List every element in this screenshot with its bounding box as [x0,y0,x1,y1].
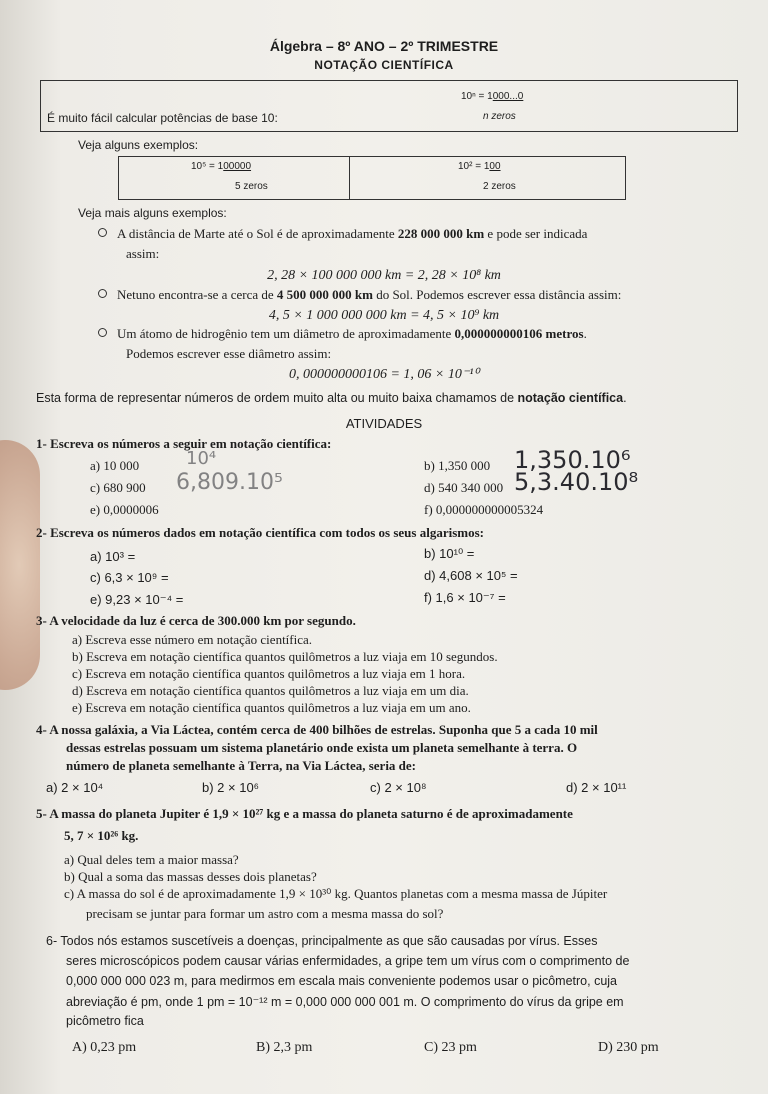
q2-c: c) 6,3 × 10⁹ = [90,570,169,585]
q6-line3: 0,000 000 000 023 m, para medirmos em escala mais conveniente podemos usar o picômetro, cuja [66,974,617,988]
example-1-formula [191,161,251,172]
q2-f: f) 1,6 × 10⁻⁷ = [424,590,506,605]
intro-formula-zeros: 000...0 [492,91,524,102]
q6-line4: abreviação é pm, onde 1 pm = 10⁻¹² m = 0,000 000 000 001 m. O comprimento do vírus da gripe em [66,995,624,1009]
atom-text-b: . [583,326,587,341]
atom-text-c: Podemos escrever esse diâmetro assim: [126,346,332,361]
more-examples-label: Veja mais alguns exemplos: [78,206,227,220]
mars-value: 228 000 000 km [397,226,485,241]
example-2-lhs: 10² = [458,161,482,172]
q4-d: d) 2 × 10¹¹ [566,780,627,795]
q3-title: 3- A velocidade da luz é cerca de 300.000 km por segundo. [36,613,356,628]
q5-c1: c) A massa do sol é de aproximadamente 1,9 × 10³⁰ kg. Quantos planetas com a mesma massa de Júpiter [64,886,608,901]
q4-b: b) 2 × 10⁶ [202,780,260,795]
q6-line2: seres microscópicos podem causar várias enfermidades, a gripe tem um vírus com o comprimento de [66,954,630,968]
q1-d-answer: 5,3.40.10⁸ [514,468,639,496]
intro-formula-caption: n zeros [483,111,516,122]
example-2-zeros: 00 [489,161,501,172]
q6-b: B) 2,3 pm [256,1040,313,1055]
example-2-formula [458,161,501,172]
q2-d: d) 4,608 × 10⁵ = [424,568,518,583]
mars-formula: 2, 28 × 100 000 000 km = 2, 28 × 10⁸ km [267,268,501,283]
mars-text-a: A distância de Marte até o Sol é de aproximadamente [117,226,398,241]
atom-value: 0,000000000106 metros [454,326,584,341]
bullet-icon [98,228,107,237]
neptune-formula: 4, 5 × 1 000 000 000 km = 4, 5 × 10⁹ km [268,308,500,323]
q1-a: a) 10 000 [90,458,140,473]
q1-b-answer: 1,350.10⁶ [514,446,631,474]
q2-b: b) 10¹⁰ = [424,546,475,561]
q2-a: a) 10³ = [90,549,136,564]
neptune-line [98,287,621,303]
example-cell-1 [119,157,350,199]
example-1-zeros: 00000 [223,161,252,172]
intro-formula-lhs: 10ⁿ = 1 [461,91,493,102]
q3-c: c) Escreva em notação científica quantos quilômetros a luz viaja em 1 hora. [72,666,466,681]
mars-text-b: e pode ser indicada [484,226,588,241]
q3-b: b) Escreva em notação científica quantos quilômetros a luz viaja em 10 segundos. [72,649,498,664]
neptune-value: 4 500 000 000 km [276,287,373,302]
examples-table [118,156,626,200]
q4-line1: 4- A nossa galáxia, a Via Láctea, contém cerca de 400 bilhões de estrelas. Suponha que 5 a cada 10 mil [36,722,598,737]
example-1-one: 1 [217,161,224,172]
q4-line2: dessas estrelas possuam um sistema planetário onde exista um planeta semelhante à terra. O [66,740,578,755]
definition-text: Esta forma de representar números de ordem muito alta ou muito baixa chamamos de [36,391,518,405]
q3-a: a) Escreva esse número em notação científica. [72,632,313,647]
atom-line [98,326,587,342]
q6-d: D) 230 pm [598,1040,659,1055]
neptune-text-a: Netuno encontra-se a cerca de [117,287,277,302]
example-1-caption: 5 zeros [235,181,268,192]
q6-c: C) 23 pm [424,1040,477,1055]
q4-c: c) 2 × 10⁸ [370,780,427,795]
q3-d: d) Escreva em notação científica quantos quilômetros a luz viaja em um dia. [72,683,469,698]
page-title: Álgebra – 8º ANO – 2º TRIMESTRE [269,38,499,54]
example-2-caption: 2 zeros [483,181,516,192]
q6-a: A) 0,23 pm [72,1040,137,1055]
q5-a: a) Qual deles tem a maior massa? [64,852,239,867]
examples-label: Veja alguns exemplos: [78,138,199,152]
example-2-one: 1 [483,161,490,172]
q5-line2: 5, 7 × 10²⁶ kg. [64,828,139,843]
mars-text-c: assim: [126,246,160,261]
q1-c: c) 680 900 [90,480,146,495]
activities-title: ATIVIDADES [345,416,423,431]
q6-line1: 6- Todos nós estamos suscetíveis a doenças, principalmente as que são causadas por vírus. Esses [46,934,598,948]
q1-title: 1- Escreva os números a seguir em notação científica: [36,436,332,451]
q3-e: e) Escreva em notação científica quantos quilômetros a luz viaja em um ano. [72,700,471,715]
bullet-icon [98,289,107,298]
q5-b: b) Qual a soma das massas desses dois planetas? [64,869,317,884]
q5-line1: 5- A massa do planeta Jupiter é 1,9 × 10²⁷ kg e a massa do planeta saturno é de aproximadamente [36,806,573,821]
bullet-icon [98,328,107,337]
definition-line [36,391,627,405]
q1-c-answer: 6,809.10⁵ [176,470,283,495]
atom-text-a: Um átomo de hidrogênio tem um diâmetro de aproximadamente [117,326,455,341]
definition-end: . [623,391,627,405]
q4-a: a) 2 × 10⁴ [46,780,104,795]
q6-line5: picômetro fica [66,1014,144,1028]
q1-a-answer: 10⁴ [186,448,217,469]
example-1-lhs: 10⁵ = [191,161,215,172]
q1-b: b) 1,350 000 [424,458,491,473]
page-subtitle: NOTAÇÃO CIENTÍFICA [314,58,454,72]
neptune-text-b: do Sol. Podemos escrever essa distância assim: [372,287,622,302]
q2-title: 2- Escreva os números dados em notação científica com todos os seus algarismos: [36,525,484,540]
q1-e: e) 0,0000006 [90,502,159,517]
intro-formula [461,91,523,102]
intro-box [40,80,738,132]
intro-text: É muito fácil calcular potências de base 10: [47,111,278,125]
example-cell-2 [350,157,625,199]
thumb-shadow [0,440,40,690]
q1-f: f) 0,000000000005324 [424,502,544,517]
q1-d: d) 540 340 000 [424,480,504,495]
definition-term: notação científica [517,391,624,405]
q2-e: e) 9,23 × 10⁻⁴ = [90,592,184,607]
q5-c2: precisam se juntar para formar um astro com a mesma massa do sol? [86,906,444,921]
mars-line [98,226,587,242]
atom-formula: 0, 000000000106 = 1, 06 × 10⁻¹⁰ [288,367,480,382]
q4-line3: número de planeta semelhante à Terra, na Via Láctea, seria de: [66,758,417,773]
